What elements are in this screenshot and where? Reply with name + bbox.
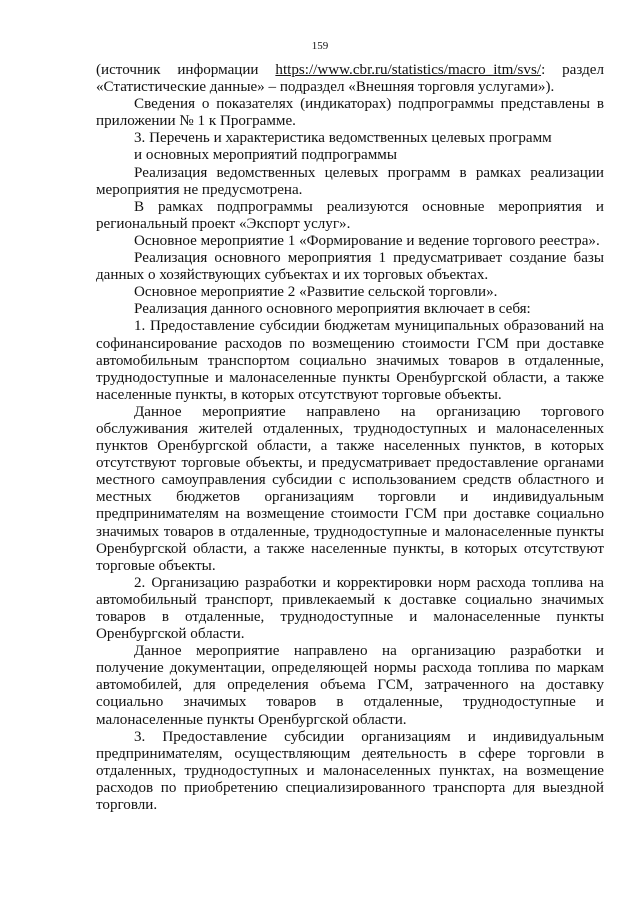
indicators-note: Сведения о показателях (индикаторах) подпрограммы представлены в приложении № 1 к Программе. [96,96,604,130]
section-title-line2: и основных мероприятий подпрограммы [134,147,397,164]
paragraph: Данное мероприятие направлено на организацию торгового обслуживания жителей отдаленных, труднодоступных и малонаселенных пунктов Оренбургской области, а также населенных пунктов, в которых отсутствуют торговые объекты, и предусматривает предоставление органами местного самоуправления субсидии с использованием средств областного и местных бюджетов организациям торговли и индивидуальным предпринимателям на возмещение стоимости ГСМ при доставке социально значимых товаров в отдаленные, труднодоступные и малонаселенные пункты Оренбургской области, а также населенные пункты, в которых отсутствуют торговые объекты. [96,403,604,574]
section-title-line1: 3. Перечень и характеристика ведомственных целевых программ [134,130,552,147]
paragraph: 3. Предоставление субсидии организациям и индивидуальным предпринимателям, осуществляющим деятельность в сфере торговли в отдаленных, труднодоступных и малонаселенных пунктах, на возмещение расходов по приобретению специализированного транспорта для выездной торговли. [96,728,604,814]
paragraph: Реализация основного мероприятия 1 предусматривает создание базы данных о хозяйствующих субъектах и их торговых объектах. [96,250,604,284]
paragraph: Основное мероприятие 2 «Развитие сельской торговли». [134,284,498,301]
source-link[interactable]: https://www.cbr.ru/statistics/macro_itm/svs/ [275,62,542,78]
paragraph: Основное мероприятие 1 «Формирование и ведение торгового реестра». [134,232,600,249]
paragraph: 1. Предоставление субсидии бюджетам муниципальных образований на софинансирование расходов по возмещению стоимости ГСМ при доставке автомобильным транспортом социально значимых товаров в отдаленные, труднодоступные и малонаселенные пункты Оренбургской области, а также населенные пункты, в которых отсутствуют торговые объекты. [96,318,604,403]
paragraph: Реализация ведомственных целевых программ в рамках реализации мероприятия не предусмотрена. [96,164,604,198]
paragraph: В рамках подпрограммы реализуются основные мероприятия и региональный проект «Экспорт услуг». [96,198,604,232]
paragraph: Реализация данного основного мероприятия включает в себя: [134,301,531,318]
page-number: 159 [311,40,329,52]
paragraph: 2. Организацию разработки и корректировки норм расхода топлива на автомобильный транспорт, привлекаемый к доставке социально значимых товаров в отдаленные, труднодоступные и малонаселенные пункты Оренбургской области. [96,574,604,643]
source-suffix: : раздел «Статистические данные» – подраздел «Внешняя торговля услугами»). [96,62,604,96]
source-prefix: (источник информации [96,62,276,78]
source-paragraph [96,62,604,96]
section-heading [96,130,604,164]
paragraph: Данное мероприятие направлено на организацию разработки и получение документации, определяющей нормы расхода топлива по маркам автомобилей, для определения объема ГСМ, затраченного на доставку социально значимых товаров в отдаленные, труднодоступные и малонаселенные пункты Оренбургской области. [96,643,604,728]
document-body [96,62,604,814]
